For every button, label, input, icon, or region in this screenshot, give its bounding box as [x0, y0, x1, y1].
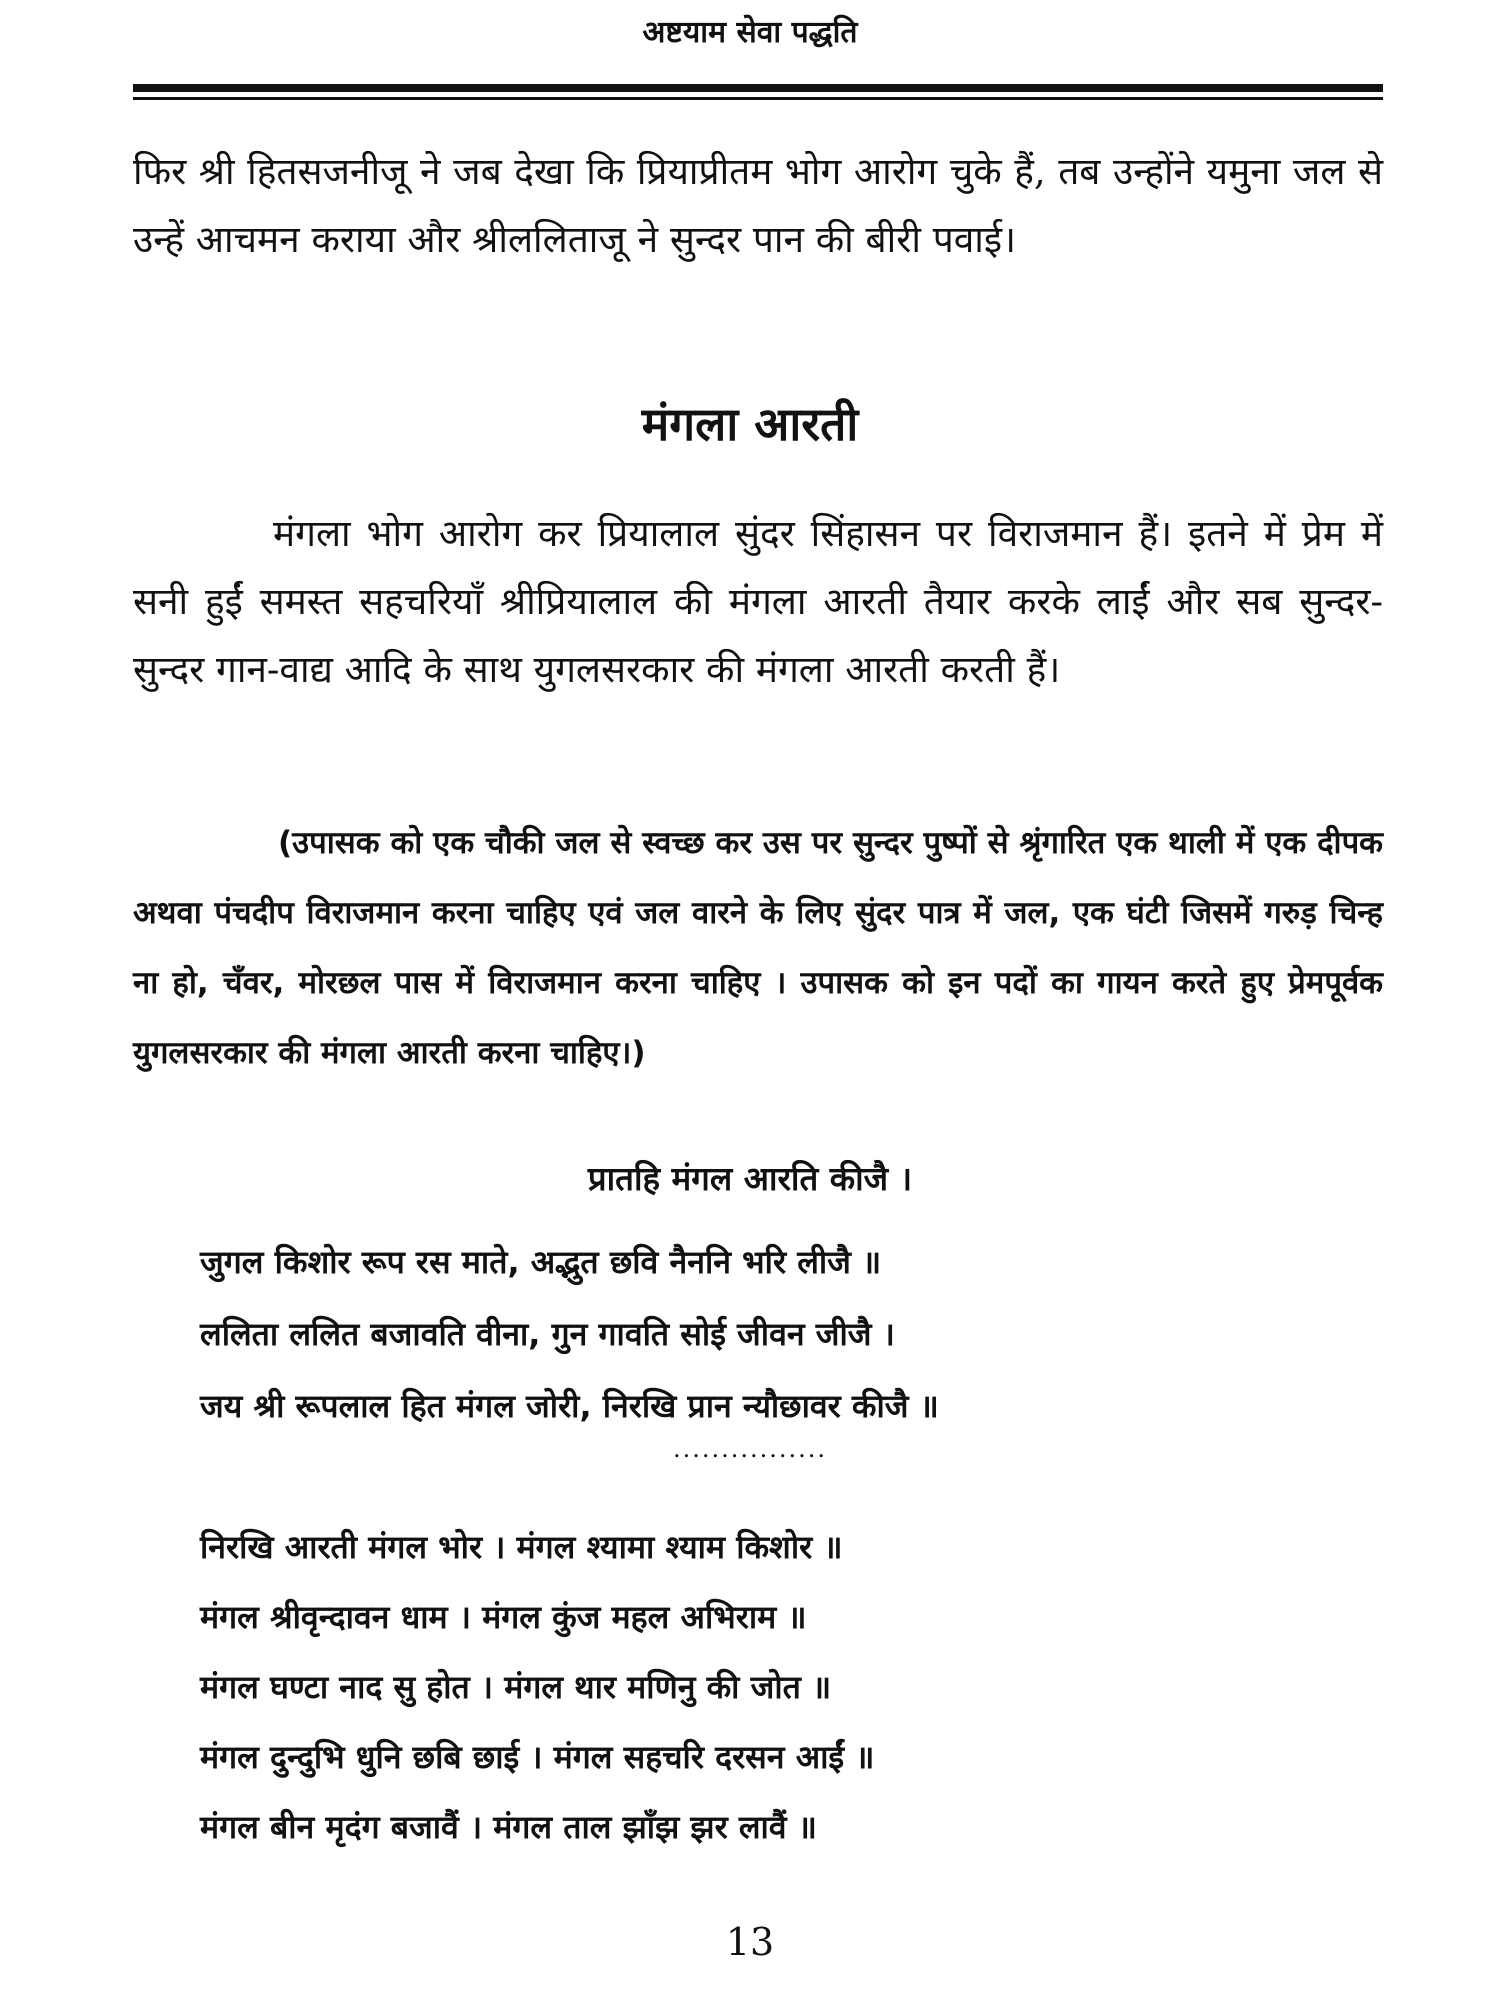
header-rule-thin	[133, 97, 1383, 100]
section-title: मंगला आरती	[641, 397, 859, 451]
verse-block-2	[200, 1512, 1300, 1862]
verse-line: जुगल किशोर रूप रस माते, अद्भुत छवि नैननि भरि लीजै ॥	[200, 1243, 882, 1281]
verse-line: मंगल दुन्दुभि धुनि छबि छाई । मंगल सहचरि दरसन आईं ॥	[200, 1738, 875, 1776]
header-rule-thick	[133, 84, 1383, 92]
verse-line: निरखि आरती मंगल भोर । मंगल श्यामा श्याम किशोर ॥	[200, 1528, 843, 1566]
section-paragraph: मंगला भोग आरोग कर प्रियालाल सुंदर सिंहासन पर विराजमान हैं। इतने में प्रेम में सनी हुईं समस्त सहचरियाँ श्रीप्रियालाल की मंगला आरती तैयार करके लाईं और सब सुन्दर-सुन्दर गान-वाद्य आदि के साथ युगलसरकार की मंगला आरती करती हैं।	[133, 512, 1383, 691]
verse-line: जय श्री रूपलाल हित मंगल जोरी, निरखि प्रान न्यौछावर कीजै ॥	[200, 1387, 939, 1425]
verse-block-1	[200, 1226, 1300, 1442]
verse-line: मंगल बीन मृदंग बजावैं । मंगल ताल झाँझ झर लावैं ॥	[200, 1808, 817, 1846]
verse-line: ललिता ललित बजावति वीना, गुन गावति सोई जीवन जीजै ।	[200, 1315, 895, 1353]
verse-line: मंगल श्रीवृन्दावन धाम । मंगल कुंज महल अभिराम ॥	[200, 1598, 807, 1636]
verse-line: मंगल घण्टा नाद सु होत । मंगल थार मणिनु की जोत ॥	[200, 1668, 832, 1706]
instruction-paragraph: (उपासक को एक चौकी जल से स्वच्छ कर उस पर सुन्दर पुष्पों से श्रृंगारित एक थाली में एक दीपक अथवा पंचदीप विराजमान करना चाहिए एवं जल वारने के लिए सुंदर पात्र में जल, एक घंटी जिसमें गरुड़ चिन्ह ना हो, चँवर, मोरछल पास में विराजमान करना चाहिए । उपासक को इन पदों का गायन करते हुए प्रेमपूर्वक युगलसरकार की मंगला आरती करना चाहिए।)	[133, 825, 1383, 1071]
page-number: 13	[725, 1920, 775, 1964]
verse-title: प्रातहि मंगल आरति कीजै ।	[587, 1159, 913, 1198]
separator-dots: ................	[672, 1435, 828, 1463]
running-header: अष्टयाम सेवा पद्धति	[642, 15, 858, 50]
intro-paragraph: फिर श्री हितसजनीजू ने जब देखा कि प्रियाप्रीतम भोग आरोग चुके हैं, तब उन्होंने यमुना जल से उन्हें आचमन कराया और श्रीललिताजू ने सुन्दर पान की बीरी पवाई।	[133, 150, 1383, 261]
